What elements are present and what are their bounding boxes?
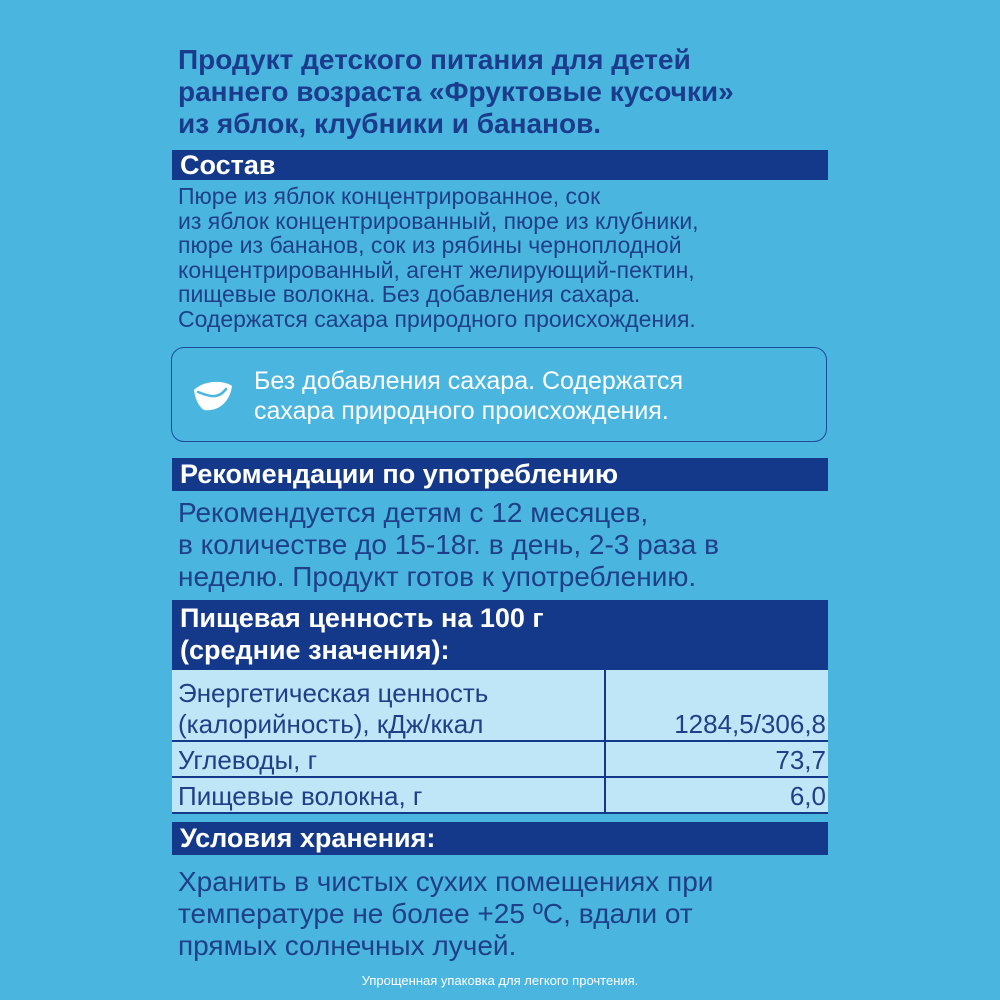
table-row [172,741,828,777]
recommendations-text: Рекомендуется детям с 12 месяцев, в количестве до 15-18г. в день, 2-3 раза в неделю. Продукт готов к употреблению. [178,497,720,592]
nutrition-value: 1284,5/306,8 [605,669,828,741]
nutrition-table [172,668,828,814]
nutrition-value: 73,7 [605,741,828,777]
nutrition-label: Углеводы, г [172,741,605,777]
composition-text: Пюре из яблок концентрированное, сок из яблок концентрированный, пюре из клубники, пюре из бананов, сок из рябины черноплодной концентрированный, агент желирующий-пектин, пищевые волокна. Без добавления сахара. Содержатся сахара природного происхождения. [178,183,699,332]
composition-heading: Состав [172,150,828,180]
storage-heading: Условия хранения: [172,822,828,855]
no-sugar-callout [171,347,827,442]
footer-note: Упрощенная упаковка для легкого прочтения. [361,973,639,988]
nutrition-label: Энергетическая ценность (калорийность), кДж/ккал [172,669,605,741]
nutrition-heading [172,600,828,668]
nutrition-heading-line1: Пищевая ценность на 100 г [180,603,544,633]
table-row [172,777,828,813]
nutrition-label: Пищевые волокна, г [172,777,605,813]
table-row [172,669,828,741]
callout-text: Без добавления сахара. Содержатся сахара природного происхождения. [254,367,684,425]
product-title: Продукт детского питания для детей раннего возраста «Фруктовые кусочки» из яблок, клубники и бананов. [178,44,734,139]
nutrition-heading-line2: (средние значения): [180,635,450,665]
nutrition-value: 6,0 [605,777,828,813]
leaf-icon [192,376,234,416]
recommendations-heading: Рекомендации по употреблению [172,458,828,491]
storage-text: Хранить в чистых сухих помещениях при температуре не более +25 ºC, вдали от прямых солнечных лучей. [178,866,714,961]
